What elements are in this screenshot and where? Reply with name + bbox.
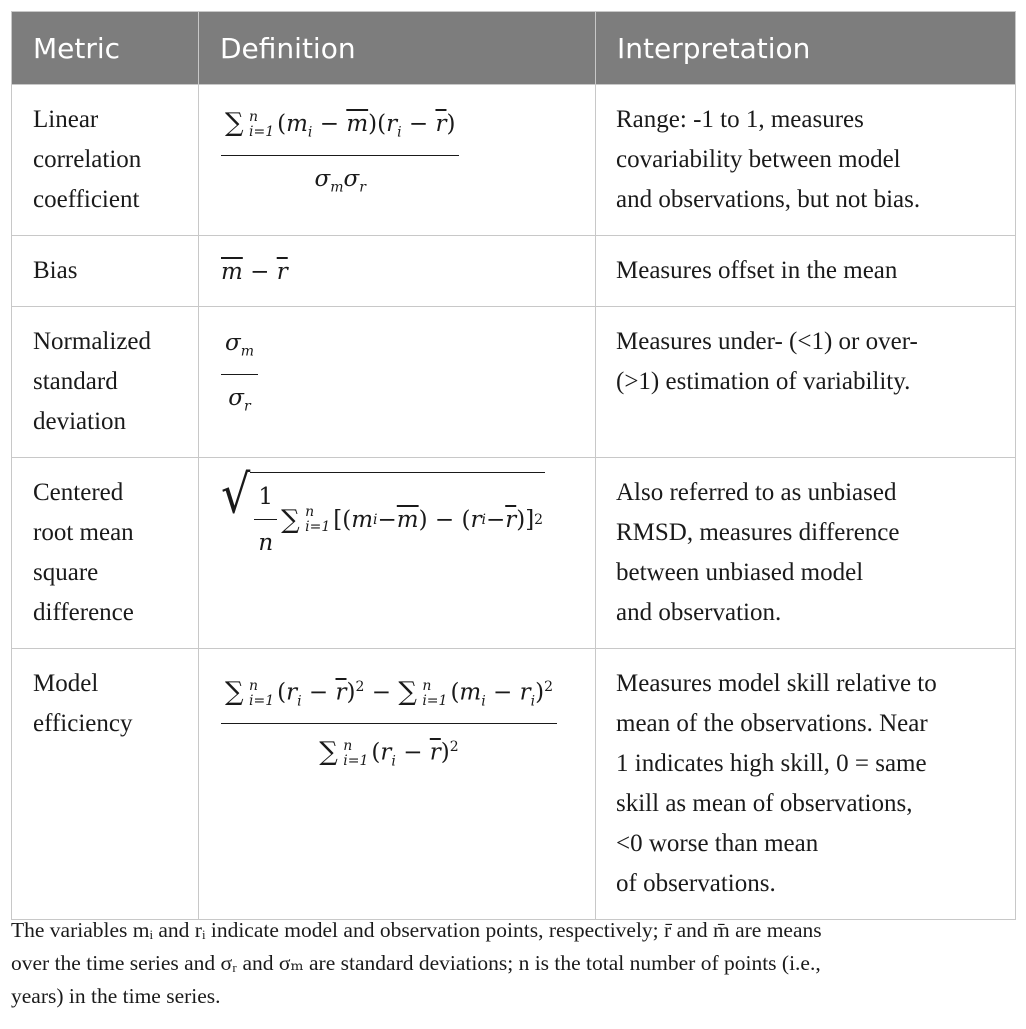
metric-cell: Normalized standard deviation: [12, 307, 199, 458]
metric-cell: Centered root mean square difference: [12, 458, 199, 649]
table-footnote: The variables mᵢ and rᵢ indicate model and observation points, respectively; r̄ and m̄ are means over the time series and σᵣ and σₘ are standard deviations; n is the total number of points (i.e., years) in the time series.: [11, 918, 822, 1008]
definition-formula: ∑ n i=1 $(m_i - \overline{m})(r_i - \overline{r})$ $\sigma_m\sigma_r$: [199, 85, 596, 236]
interpretation-cell: Measures under- (<1) or over- (>1) estimation of variability.: [596, 307, 1016, 458]
metrics-table: [11, 11, 1016, 920]
definition-formula: $\frac{\sigma_m}{\sigma_r}$: [199, 307, 596, 458]
header-definition: Definition: [199, 12, 596, 85]
table-row: [12, 85, 1016, 236]
table-row: [12, 307, 1016, 458]
definition-formula: ∑ n i=1 $(r_i - \overline{r})^2$ − ∑ n i=1 $(m_i - r_i)^2$ ∑ n i=1 $(r_i - \overline{r})^2$: [199, 649, 596, 920]
header-interpretation: Interpretation: [596, 12, 1016, 85]
table-row: [12, 649, 1016, 920]
table-row: [12, 236, 1016, 307]
header-row: [12, 12, 1016, 85]
metrics-table-container: [11, 11, 1015, 920]
metric-cell: Linear correlation coefficient: [12, 85, 199, 236]
metric-cell: Bias: [12, 236, 199, 307]
interpretation-cell: Range: -1 to 1, measures covariability between model and observations, but not bias.: [596, 85, 1016, 236]
metric-cell: Model efficiency: [12, 649, 199, 920]
interpretation-cell: Also referred to as unbiased RMSD, measures difference between unbiased model and observation.: [596, 458, 1016, 649]
interpretation-cell: Measures offset in the mean: [596, 236, 1016, 307]
definition-formula: √ $\frac{1}{n}$ ∑ n i=1 [( m i − $\overline{m}$ ) − ( r i − $\overline{r}$ )] 2: [199, 458, 596, 649]
definition-formula: $\overline{m} - \overline{r}$: [199, 236, 596, 307]
interpretation-cell: Measures model skill relative to mean of the observations. Near 1 indicates high skill, 0 = same skill as mean of observations, <0 worse than mean of observations.: [596, 649, 1016, 920]
header-metric: Metric: [12, 12, 199, 85]
table-row: [12, 458, 1016, 649]
